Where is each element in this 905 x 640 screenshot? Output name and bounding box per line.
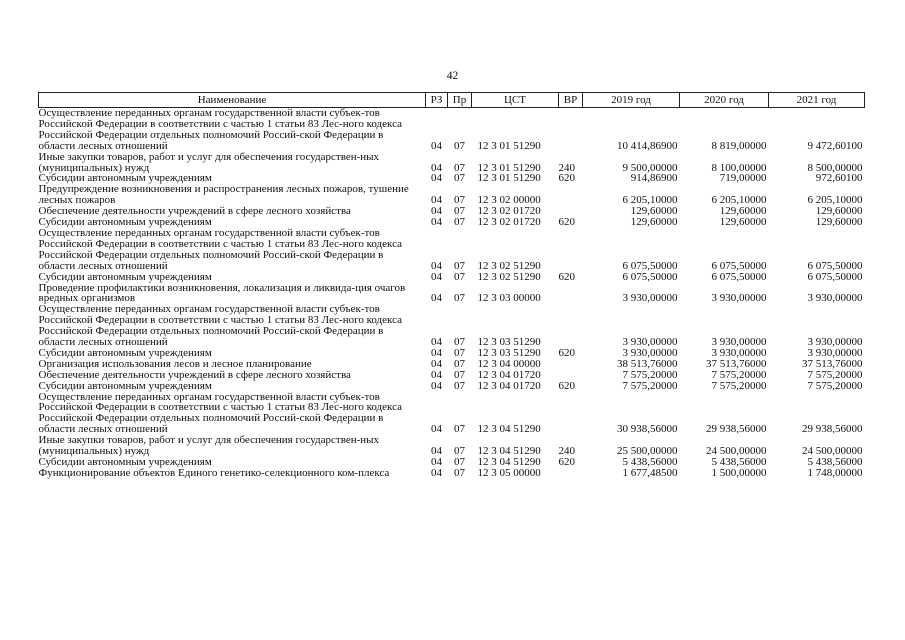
cell-vr — [559, 184, 583, 206]
cell-name: Иные закупки товаров, работ и услуг для обеспечения государствен-ных (муниципальных) нужд — [38, 150, 380, 174]
cell-cst: 12 3 05 00000 — [477, 466, 541, 479]
cell-2019: 129,60000 — [630, 205, 678, 218]
cell-name: Субсидии автономным учреждениям — [38, 346, 212, 359]
table-row — [39, 381, 865, 392]
cell-name: Предупреждение возникновения и распространения лесных пожаров, тушение лесных пожаров — [38, 183, 409, 207]
cell-rz: 04 — [431, 466, 442, 479]
cell-2019: 6 075,50000 — [622, 259, 678, 272]
cell-cst: 12 3 04 51290 — [477, 423, 541, 436]
cell-name: Субсидии автономным учреждениям — [38, 172, 212, 185]
cell-2021: 3 930,00000 — [807, 336, 863, 349]
cell-2020: 7 575,20000 — [711, 368, 767, 381]
cell-2020: 8 819,00000 — [711, 139, 767, 152]
cell-2020: 129,60000 — [719, 216, 767, 229]
cell-rz: 04 — [431, 357, 442, 370]
cell-rz: 04 — [431, 346, 442, 359]
cell-vr: 620 — [558, 456, 575, 468]
cell-pr: 07 — [454, 346, 465, 359]
cell-vr — [559, 468, 583, 479]
cell-name: Осуществление переданных органам государственной власти субъек-тов Российской Федерации в соответствии с частью 1 статьи 83 Лес-ного кодекса Российской Федерации отдельных полномочий Россий-ской Федерации в области лесных отношений — [38, 226, 402, 272]
cell-rz: 04 — [431, 216, 442, 229]
cell-pr: 07 — [454, 456, 465, 468]
header-vr: ВР — [559, 93, 583, 108]
cell-2020: 1 500,00000 — [711, 466, 767, 479]
cell-name: Осуществление переданных органам государственной власти субъек-тов Российской Федерации в соответствии с частью 1 статьи 83 Лес-ного кодекса Российской Федерации отдельных полномочий Россий-ской Федерации в области лесных отношений — [38, 107, 402, 152]
cell-pr: 07 — [454, 336, 465, 349]
cell-2020: 3 930,00000 — [711, 336, 767, 349]
cell-pr: 07 — [454, 357, 465, 370]
cell-2021: 129,60000 — [815, 216, 863, 229]
cell-2021: 9 472,60100 — [807, 139, 863, 152]
cell-cst: 12 3 03 00000 — [477, 292, 541, 305]
cell-rz: 04 — [431, 205, 442, 218]
cell-pr: 07 — [454, 466, 465, 479]
cell-cst: 12 3 02 51290 — [477, 270, 541, 283]
cell-vr — [559, 283, 583, 305]
cell-pr: 07 — [454, 161, 465, 174]
cell-2019: 25 500,00000 — [617, 445, 678, 458]
cell-2019: 38 513,76000 — [617, 357, 678, 370]
cell-cst: 12 3 01 51290 — [477, 139, 541, 152]
cell-2021: 24 500,00000 — [802, 445, 863, 458]
cell-name: Иные закупки товаров, работ и услуг для обеспечения государствен-ных (муниципальных) нужд — [38, 434, 380, 458]
cell-vr — [559, 228, 583, 272]
cell-2019: 3 930,00000 — [622, 292, 678, 305]
header-2020: 2020 год — [680, 93, 769, 108]
cell-2021: 8 500,00000 — [807, 161, 863, 174]
cell-pr: 07 — [454, 423, 465, 436]
cell-cst: 12 3 03 51290 — [477, 346, 541, 359]
cell-2019: 1 677,48500 — [622, 466, 678, 479]
cell-name: Осуществление переданных органам государственной власти субъек-тов Российской Федерации в соответствии с частью 1 статьи 83 Лес-ного кодекса Российской Федерации отдельных полномочий Россий-ской Федерации в области лесных отношений — [38, 303, 402, 349]
cell-2019: 5 438,56000 — [622, 456, 678, 468]
table-row — [39, 108, 865, 152]
cell-2019: 3 930,00000 — [622, 336, 678, 349]
cell-2019: 9 500,00000 — [622, 161, 678, 174]
header-pr: Пр — [448, 93, 472, 108]
cell-2020: 8 100,00000 — [711, 161, 767, 174]
cell-rz: 04 — [431, 259, 442, 272]
cell-cst: 12 3 04 01720 — [477, 379, 541, 392]
table-row — [39, 435, 865, 457]
header-2019: 2019 год — [583, 93, 680, 108]
cell-name: Обеспечение деятельности учреждений в сфере лесного хозяйства — [38, 368, 351, 381]
cell-2020: 129,60000 — [719, 205, 767, 218]
table-row — [39, 304, 865, 348]
cell-pr: 07 — [454, 368, 465, 381]
cell-vr — [559, 108, 583, 152]
cell-2020: 24 500,00000 — [706, 445, 767, 458]
cell-2020: 37 513,76000 — [706, 357, 767, 370]
cell-pr: 07 — [454, 172, 465, 185]
cell-name: Субсидии автономным учреждениям — [38, 456, 212, 468]
cell-cst: 12 3 04 00000 — [477, 357, 541, 370]
cell-2020: 719,00000 — [719, 172, 767, 185]
cell-2020: 29 938,56000 — [706, 423, 767, 436]
cell-pr: 07 — [454, 139, 465, 152]
cell-cst: 12 3 01 51290 — [477, 161, 541, 174]
cell-2021: 972,60100 — [815, 172, 863, 185]
cell-cst: 12 3 02 01720 — [477, 205, 541, 218]
cell-2021: 3 930,00000 — [807, 346, 863, 359]
cell-rz: 04 — [431, 368, 442, 381]
cell-pr: 07 — [454, 216, 465, 229]
cell-2021: 6 075,50000 — [807, 259, 863, 272]
cell-2020: 6 075,50000 — [711, 270, 767, 283]
table-row — [39, 152, 865, 174]
cell-2019: 7 575,20000 — [622, 368, 678, 381]
cell-2019: 30 938,56000 — [617, 423, 678, 436]
cell-2019: 6 075,50000 — [622, 270, 678, 283]
cell-2020: 6 205,10000 — [711, 194, 767, 207]
cell-2019: 6 205,10000 — [622, 194, 678, 207]
cell-2020: 3 930,00000 — [711, 292, 767, 305]
header-row — [39, 93, 865, 108]
cell-name: Проведение профилактики возникновения, локализация и ликвида-ция очагов вредных организмов — [38, 281, 406, 305]
cell-2021: 6 075,50000 — [807, 270, 863, 283]
cell-cst: 12 3 04 51290 — [477, 456, 541, 468]
cell-2020: 6 075,50000 — [711, 259, 767, 272]
cell-vr: 620 — [558, 216, 575, 229]
cell-2019: 129,60000 — [630, 216, 678, 229]
cell-vr: 620 — [558, 270, 575, 283]
cell-pr: 07 — [454, 270, 465, 283]
table-row — [39, 468, 865, 479]
cell-pr: 07 — [454, 194, 465, 207]
header-cst: ЦСТ — [472, 93, 559, 108]
cell-pr: 07 — [454, 205, 465, 218]
cell-vr: 240 — [558, 161, 575, 174]
cell-vr: 620 — [558, 379, 575, 392]
cell-rz: 04 — [431, 172, 442, 185]
table-body — [39, 108, 865, 479]
cell-cst: 12 3 04 51290 — [477, 445, 541, 458]
cell-pr: 07 — [454, 292, 465, 305]
cell-2020: 3 930,00000 — [711, 346, 767, 359]
cell-2020: 7 575,20000 — [711, 379, 767, 392]
cell-rz: 04 — [431, 292, 442, 305]
cell-cst: 12 3 02 00000 — [477, 194, 541, 207]
cell-2019: 3 930,00000 — [622, 346, 678, 359]
cell-name: Осуществление переданных органам государственной власти субъек-тов Российской Федерации в соответствии с частью 1 статьи 83 Лес-ного кодекса Российской Федерации отдельных полномочий Россий-ской Федерации в области лесных отношений — [38, 390, 402, 436]
cell-vr: 240 — [558, 445, 575, 458]
cell-2021: 37 513,76000 — [802, 357, 863, 370]
header-rz: РЗ — [426, 93, 448, 108]
budget-table — [38, 92, 865, 479]
cell-cst: 12 3 03 51290 — [477, 336, 541, 349]
cell-pr: 07 — [454, 259, 465, 272]
cell-rz: 04 — [431, 423, 442, 436]
table-row — [39, 392, 865, 436]
table-row — [39, 283, 865, 305]
cell-2021: 3 930,00000 — [807, 292, 863, 305]
cell-2021: 6 205,10000 — [807, 194, 863, 207]
table-row — [39, 184, 865, 206]
cell-name: Субсидии автономным учреждениям — [38, 216, 212, 229]
cell-2021: 129,60000 — [815, 205, 863, 218]
cell-2021: 1 748,00000 — [807, 466, 863, 479]
cell-2021: 5 438,56000 — [807, 456, 863, 468]
cell-rz: 04 — [431, 161, 442, 174]
table-row — [39, 272, 865, 283]
cell-vr: 620 — [558, 346, 575, 359]
cell-rz: 04 — [431, 270, 442, 283]
cell-2021: 7 575,20000 — [807, 368, 863, 381]
table-row — [39, 228, 865, 272]
cell-vr — [559, 392, 583, 436]
cell-pr: 07 — [454, 445, 465, 458]
header-2021: 2021 год — [769, 93, 865, 108]
cell-rz: 04 — [431, 379, 442, 392]
cell-cst: 12 3 04 01720 — [477, 368, 541, 381]
cell-2019: 914,86900 — [630, 172, 678, 185]
cell-2019: 7 575,20000 — [622, 379, 678, 392]
cell-name: Субсидии автономным учреждениям — [38, 270, 212, 283]
cell-2021: 7 575,20000 — [807, 379, 863, 392]
cell-rz: 04 — [431, 456, 442, 468]
header-name: Наименование — [39, 93, 426, 108]
cell-pr: 07 — [454, 379, 465, 392]
cell-cst: 12 3 02 01720 — [477, 216, 541, 229]
cell-rz: 04 — [431, 194, 442, 207]
cell-rz: 04 — [431, 139, 442, 152]
cell-2021: 29 938,56000 — [802, 423, 863, 436]
cell-vr: 620 — [558, 172, 575, 185]
cell-cst: 12 3 02 51290 — [477, 259, 541, 272]
cell-rz: 04 — [431, 336, 442, 349]
cell-vr — [559, 304, 583, 348]
cell-name: Организация использования лесов и лесное планирование — [38, 357, 312, 370]
cell-rz: 04 — [431, 445, 442, 458]
cell-name: Обеспечение деятельности учреждений в сфере лесного хозяйства — [38, 205, 351, 218]
page-number: 42 — [446, 70, 459, 82]
cell-2020: 5 438,56000 — [711, 456, 767, 468]
cell-name: Функционирование объектов Единого генетико-селекционного ком-плекса — [38, 466, 390, 479]
cell-cst: 12 3 01 51290 — [477, 172, 541, 185]
cell-name: Субсидии автономным учреждениям — [38, 379, 212, 392]
cell-vr — [559, 359, 583, 370]
cell-2019: 10 414,86900 — [617, 139, 678, 152]
